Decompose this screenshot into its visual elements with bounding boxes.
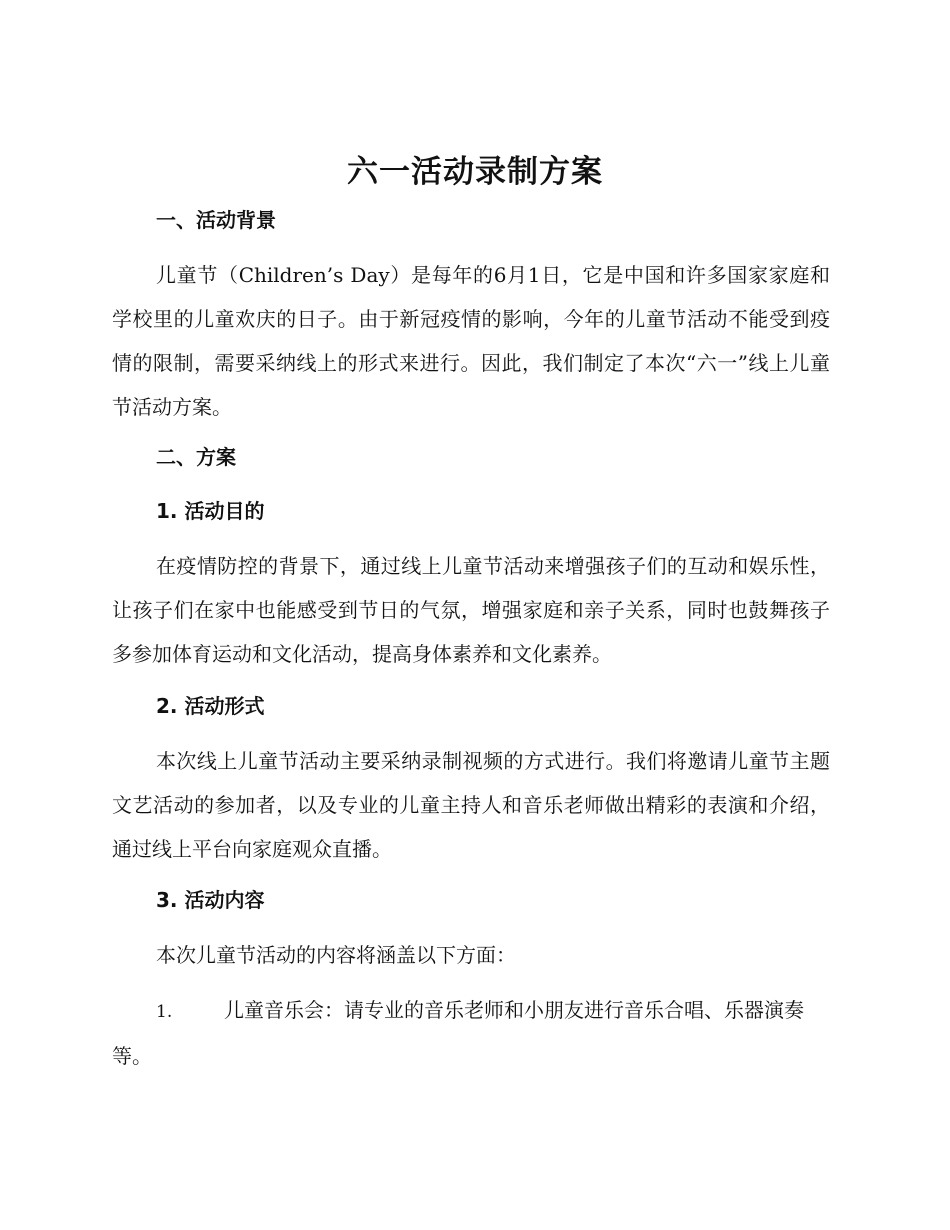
list-item-text: 儿童音乐会：请专业的音乐老师和小朋友进行音乐合唱、乐器演奏等。 [112, 998, 804, 1068]
paragraph-purpose: 在疫情防控的背景下，通过线上儿童节活动来增强孩子们的互动和娱乐性，让孩子们在家中也能感受到节日的气氛，增强家庭和亲子关系，同时也鼓舞孩子多参加体育运动和文化活动，提高身体素养和文化素养。 [112, 554, 830, 666]
subheading-format: 2. 活动形式 [156, 694, 265, 718]
paragraph-content-intro: 本次儿童节活动的内容将涵盖以下方面： [156, 943, 516, 967]
subheading-content: 3. 活动内容 [156, 888, 265, 912]
section-heading-background: 一、活动背景 [156, 208, 276, 232]
document-title: 六一活动录制方案 [347, 154, 603, 190]
paragraph-format: 本次线上儿童节活动主要采纳录制视频的方式进行。我们将邀请儿童节主题文艺活动的参加者，以及专业的儿童主持人和音乐老师做出精彩的表演和介绍，通过线上平台向家庭观众直播。 [112, 749, 830, 861]
paragraph-background: 儿童节（Children’s Day）是每年的6月1日，它是中国和许多国家家庭和学校里的儿童欢庆的日子。由于新冠疫情的影响，今年的儿童节活动不能受到疫情的限制，需要采纳线上的形式来进行。因此，我们制定了本次“六一”线上儿童节活动方案。 [112, 263, 830, 419]
section-heading-plan: 二、方案 [156, 445, 236, 469]
list-item [112, 988, 830, 1078]
subheading-purpose: 1. 活动目的 [156, 499, 265, 523]
list-item-number: 1. [156, 1002, 173, 1022]
